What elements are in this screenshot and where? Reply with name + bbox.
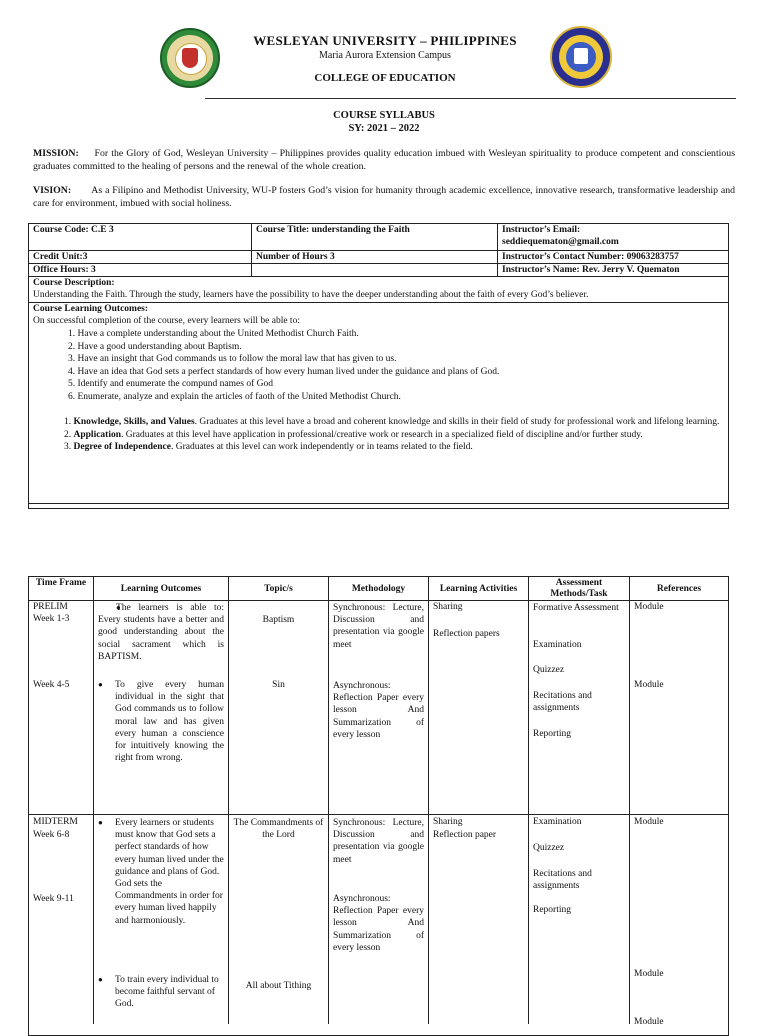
course-description-label: Course Description: — [33, 278, 115, 288]
midterm-reference-3: Module — [634, 1017, 664, 1027]
midterm-method-2: Asynchronous: Reflection Paper every lesson And Summarization of every lesson — [333, 894, 424, 953]
prelim-assessment-1: Formative Assessment — [533, 603, 619, 613]
prelim-activity-2: Reflection papers — [433, 629, 500, 639]
prelim-topic-2: Sin — [272, 680, 285, 690]
prelim-method-2: Asynchronous: Reflection Paper every lesson And Summarization of every lesson — [333, 681, 424, 740]
header-assessment: Assessment Methods/Task — [550, 578, 608, 599]
prelim-week-2: Week 4-5 — [33, 680, 70, 690]
instructor-email-label: Instructor’s Email: — [502, 225, 581, 235]
midterm-topic-1: The Commandments of the Lord — [233, 818, 324, 841]
college-of-education-logo — [550, 26, 612, 88]
outcome-item: 6. Enumerate, analyze and explain the articles of faoth of the United Methodist Church. — [68, 391, 401, 402]
outcome-item: 5. Identify and enumerate the compund names of God — [68, 379, 273, 389]
prelim-outcome-1: The learners is able to: Every students have a better and good understanding about the social sacrament which is BAPTISM. — [98, 603, 224, 662]
instructor-name: Instructor’s Name: Rev. Jerry V. Quematon — [502, 265, 680, 275]
prelim-assessment-5: Reporting — [533, 729, 571, 739]
prelim-reference-2: Module — [634, 680, 664, 690]
outcome-item: 1. Have a complete understanding about the United Methodist Church Faith. — [68, 329, 359, 339]
course-description: Understanding the Faith. Through the study, learners have the possibility to have the deeper understanding about the faith of every God’s believer. — [33, 290, 589, 300]
vision-label: VISION: — [33, 185, 72, 196]
prelim-method-1: Synchronous: Lecture, Discussion and presentation via google meet — [333, 603, 424, 650]
midterm-reference-2: Module — [634, 969, 664, 979]
midterm-outcome-2: To train every individual to become faithful servant of God. — [115, 975, 219, 1010]
graduate-levels — [64, 416, 721, 454]
doc-title: COURSE SYLLABUS — [333, 110, 435, 121]
prelim-assessment-3: Quizzez — [533, 665, 565, 675]
midterm-week-1: Week 6-8 — [33, 830, 70, 840]
learning-outcomes-list — [68, 328, 718, 403]
prelim-reference-1: Module — [634, 602, 664, 612]
header-learning-outcomes: Learning Outcomes — [120, 584, 202, 594]
midterm-assessment-1: Examination — [533, 817, 582, 827]
school-year: SY: 2021 – 2022 — [348, 123, 420, 134]
level-item: 1. Knowledge, Skills, and Values. Graduates at this level have a broad and coherent knowledge and skills in their field of study for professional work and lifelong learning. — [64, 417, 720, 427]
campus-name: Maria Aurora Extension Campus — [319, 50, 451, 61]
outcome-item: 3. Have an insight that God commands us to follow the moral law that has given to us. — [68, 354, 397, 364]
learning-outcomes-intro: On successful completion of the course, every learners will be able to: — [33, 316, 300, 326]
instructor-contact: Instructor’s Contact Number: 09063283757 — [502, 252, 679, 262]
level-item: 2. Application. Graduates at this level have application in professional/creative work or research in a specialized field of discipline and/or further study. — [64, 429, 643, 440]
midterm-outcome-1: Every learners or students must know that God sets a perfect standards of how every human lived under the guidance and plans of God. God sets the Commandments in order for every human lived happily and harmoniously. — [115, 818, 224, 926]
midterm-activity-1: Sharing — [433, 817, 463, 827]
prelim-outcome-2: To give every human individual in the sight that God commands us to follow moral law and has given every human a conscience for intuitively knowing the right from wrong. — [115, 680, 224, 764]
prelim-topic-1: Baptism — [262, 615, 295, 625]
header-references: References — [656, 584, 702, 594]
midterm-term: MIDTERM — [33, 817, 78, 827]
header-topics: Topic/s — [264, 584, 293, 594]
vision-text: As a Filipino and Methodist University, WU-P fosters God’s vision for humanity through academic excellence, innovative research, transformative leadership and care for environment, imbued with social holiness. — [33, 185, 735, 209]
level-item: 3. Degree of Independence. Graduates at this level can work independently or in teams related to the field. — [64, 442, 473, 452]
instructor-email: seddiequematon@gmail.com — [502, 237, 619, 247]
midterm-reference-1: Module — [634, 817, 664, 827]
university-seal-logo — [160, 28, 220, 88]
header-methodology: Methodology — [351, 584, 406, 594]
course-title: Course Title: understanding the Faith — [256, 225, 410, 235]
vision-statement — [33, 185, 735, 210]
mission-statement — [33, 148, 735, 173]
midterm-assessment-2: Quizzez — [533, 843, 565, 853]
midterm-method-1: Synchronous: Lecture, Discussion and presentation via google meet — [333, 818, 424, 865]
office-hours: Office Hours: 3 — [33, 265, 96, 275]
header-time-frame: Time Frame — [35, 578, 87, 588]
course-code: Course Code: C.E 3 — [33, 225, 114, 235]
header-learning-activities: Learning Activities — [439, 584, 518, 594]
university-name: WESLEYAN UNIVERSITY – PHILIPPINES — [253, 33, 517, 48]
prelim-assessment-4: Recitations and assignments — [533, 691, 592, 714]
midterm-assessment-3: Recitations and assignments — [533, 869, 592, 892]
prelim-assessment-2: Examination — [533, 640, 582, 650]
learning-outcomes-label: Course Learning Outcomes: — [33, 304, 149, 314]
midterm-topic-2: All about Tithing — [245, 981, 312, 991]
outcome-item: 4. Have an idea that God sets a perfect standards of how every human lived under the guidance and plans of God. — [68, 366, 500, 377]
credit-unit: Credit Unit:3 — [33, 252, 88, 262]
midterm-activity-2: Reflection paper — [433, 830, 497, 840]
number-of-hours: Number of Hours 3 — [256, 252, 335, 262]
midterm-assessment-4: Reporting — [533, 905, 571, 915]
mission-label: MISSION: — [33, 148, 79, 159]
outcome-item: 2. Have a good understanding about Baptism. — [68, 341, 242, 352]
mission-text: For the Glory of God, Wesleyan University – Philippines provides quality education imbued with Wesleyan spirituality to produce competent and conscientious graduates committed to the healing of persons and the renewal of the whole creation. — [33, 148, 736, 172]
college-name: COLLEGE OF EDUCATION — [314, 72, 456, 84]
prelim-activity-1: Sharing — [433, 602, 463, 612]
prelim-week-1: Week 1-3 — [33, 614, 70, 624]
midterm-week-2: Week 9-11 — [33, 894, 74, 904]
header-divider — [205, 98, 736, 99]
prelim-term: PRELIM — [33, 602, 68, 612]
